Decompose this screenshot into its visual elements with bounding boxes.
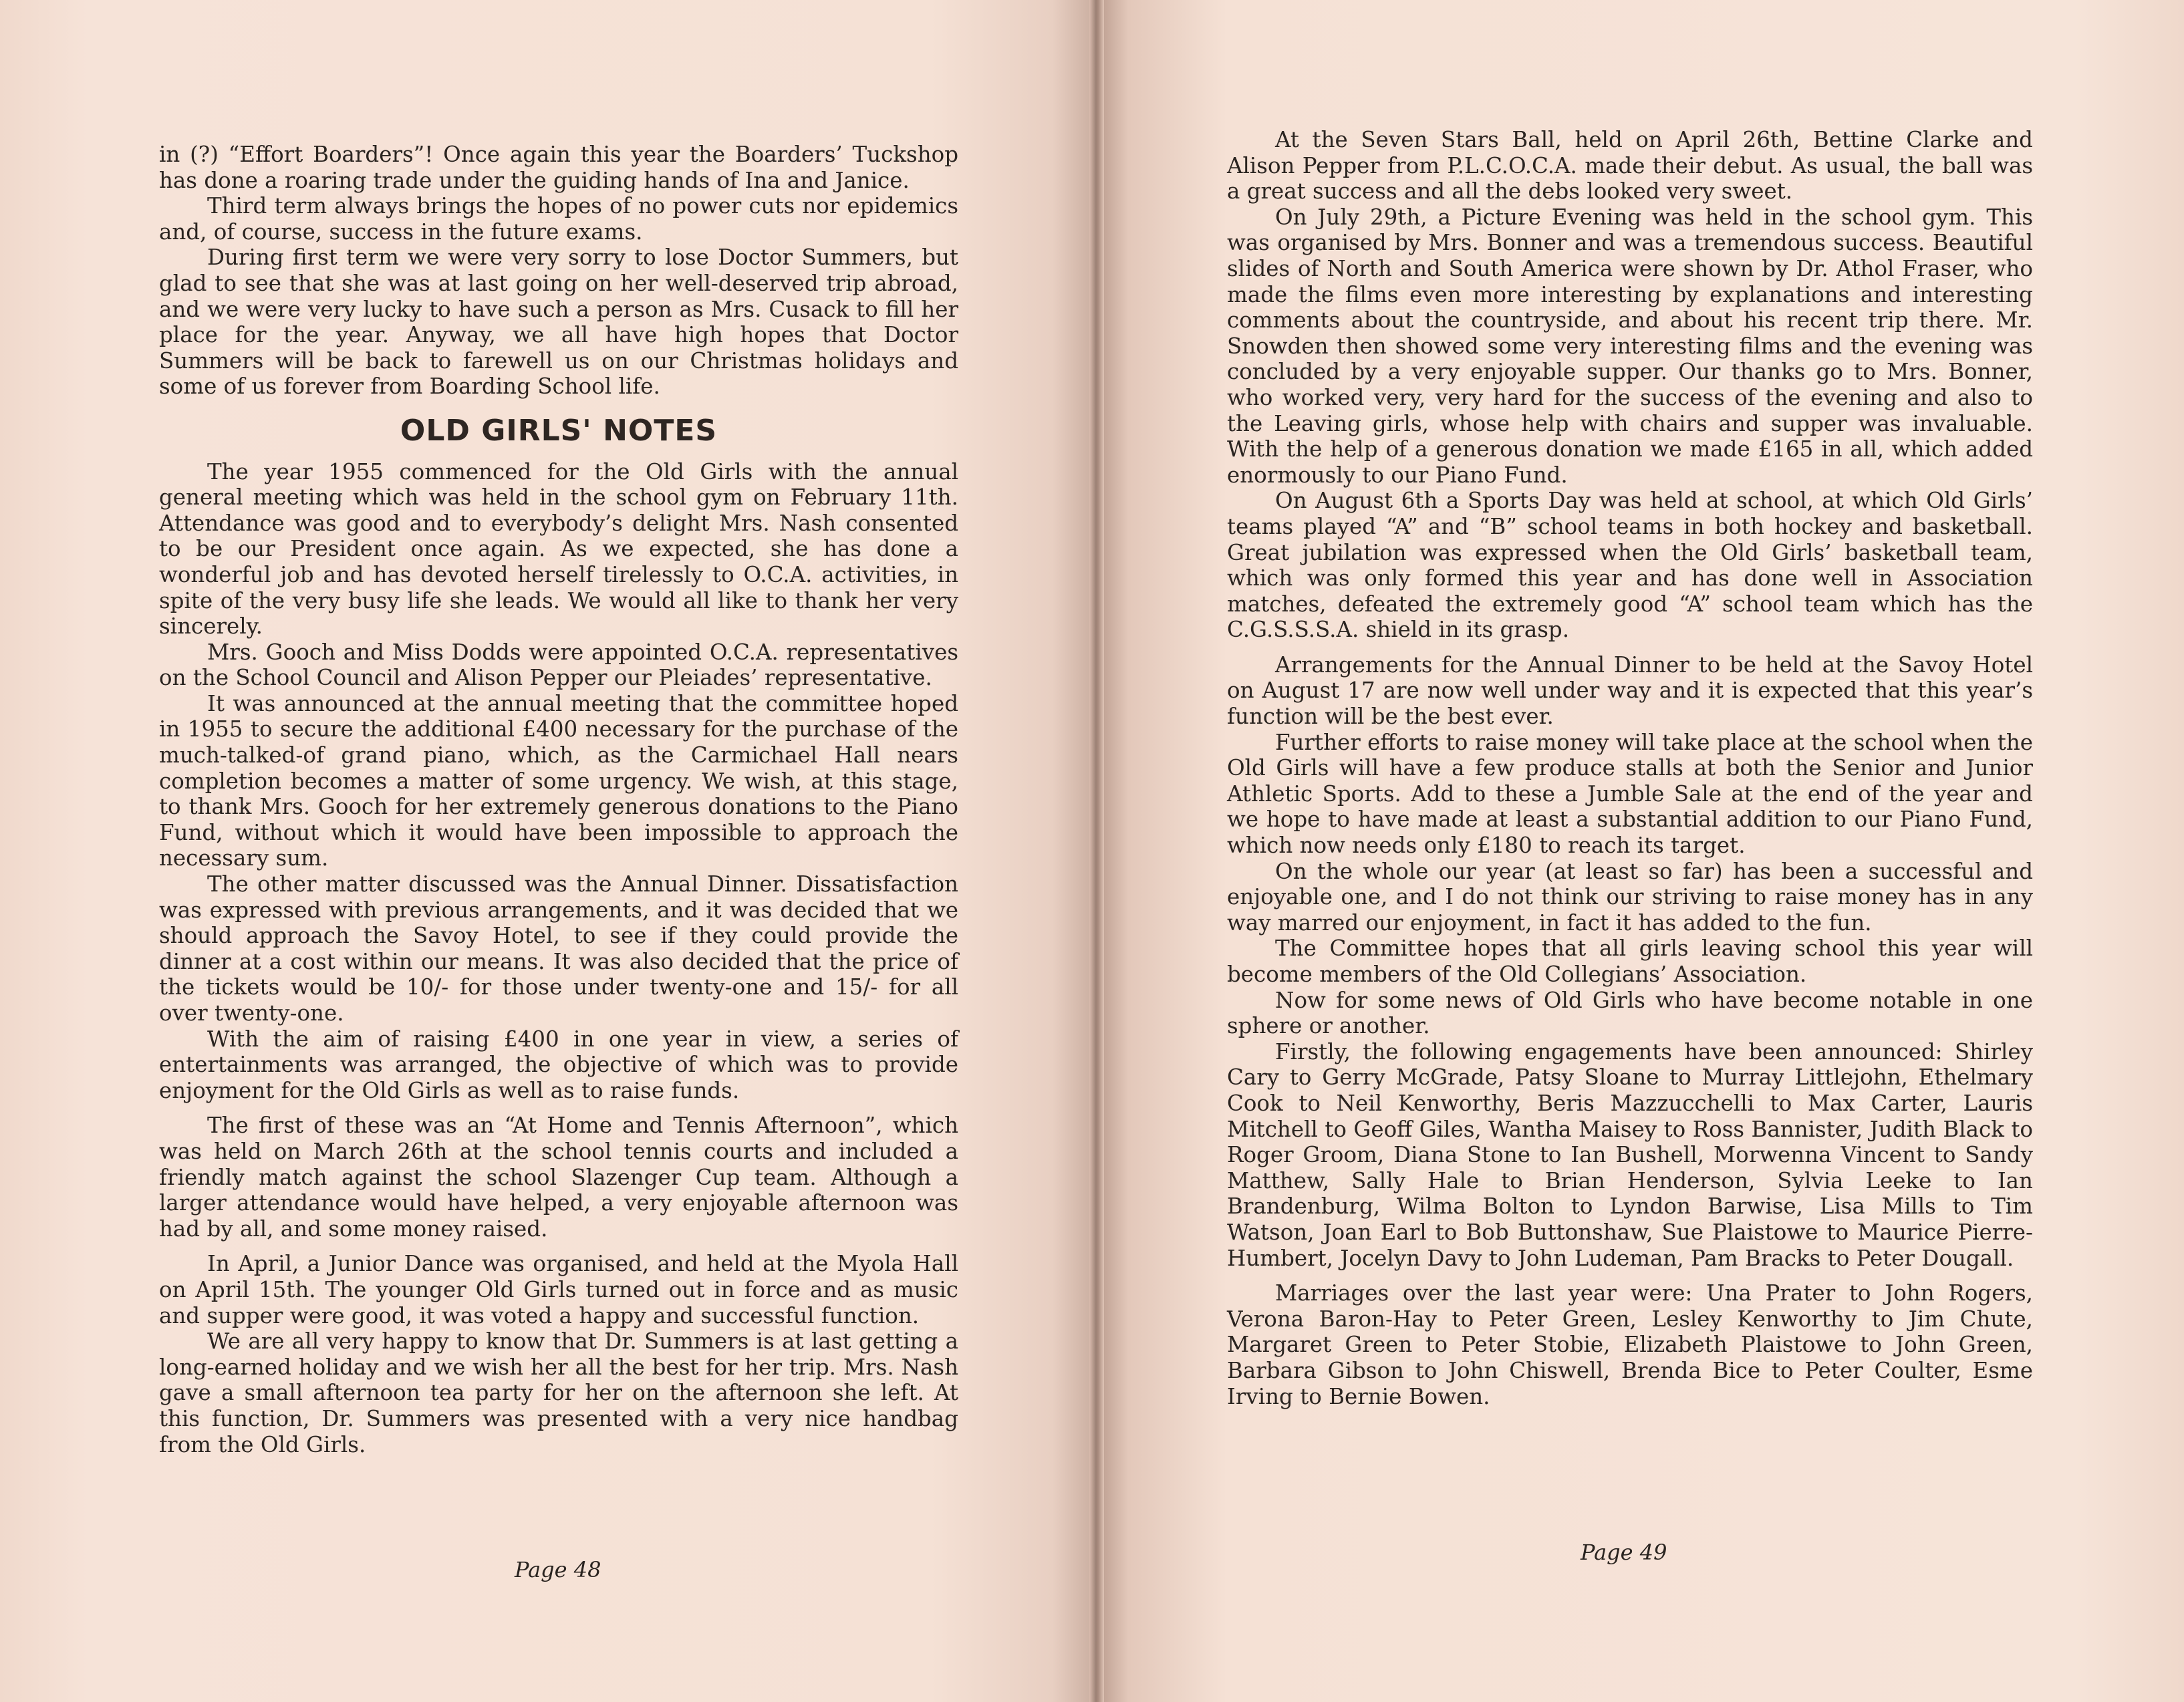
paragraph: In April, a Junior Dance was organised, and held at the Myola Hall on April 15th. The younger Old Girls turned out in force and as music and supper were good, it was voted a happy and successful function. [159,1251,958,1328]
paragraph: in (?) “Effort Boarders”! Once again this year the Boarders’ Tuckshop has done a roaring trade under the guiding hands of Ina and Janice. [159,142,958,193]
section-heading: OLD GIRLS' NOTES [400,413,718,448]
left-text-column [159,142,958,1457]
book-gutter [1089,0,1104,1702]
paragraph: Third term always brings the hopes of no power cuts nor epidemics and, of course, success in the future exams. [159,193,958,245]
paragraph: On August 6th a Sports Day was held at school, at which Old Girls’ teams played “A” and “B” school teams in both hockey and basketball. Great jubilation was expressed when the Old Girls’ basketball team, which was only formed this year and has done well in Association matches, defeated the extremely good “A” school team which has the C.G.S.S.S.A. shield in its grasp. [1227,488,2033,643]
paragraph: Firstly, the following engagements have been announced: Shirley Cary to Gerry McGrade, Patsy Sloane to Murray Littlejohn, Ethelmary Cook to Neil Kenworthy, Beris Mazzucchelli to Max Carter, Lauris Mitchell to Geoff Giles, Wantha Maisey to Ross Bannister, Judith Black to Roger Groom, Diana Stone to Ian Bushell, Morwenna Vincent to Sandy Matthew, Sally Hale to Brian Henderson, Sylvia Leeke to Ian Brandenburg, Wilma Bolton to Lyndon Barwise, Lisa Mills to Tim Watson, Joan Earl to Bob Buttonshaw, Sue Plaistowe to Maurice Pierre-Humbert, Jocelyn Davy to John Ludeman, Pam Bracks to Peter Dougall. [1227,1038,2033,1271]
paragraph: Further efforts to raise money will take place at the school when the Old Girls will have a few produce stalls at both the Senior and Junior Athletic Sports. Add to these a Jumble Sale at the end of the year and we hope to have made at least a substantial addition to our Piano Fund, which now needs only £180 to reach its target. [1227,729,2033,859]
paragraph: Now for some news of Old Girls who have become notable in one sphere or another. [1227,987,2033,1039]
paragraph: The Committee hopes that all girls leaving school this year will become members of the Old Collegians’ Association. [1227,936,2033,987]
right-page [1096,0,2184,1702]
paragraph: The year 1955 commenced for the Old Girls with the annual general meeting which was held in the school gym on February 11th. Attendance was good and to everybody’s delight Mrs. Nash consented to be our President once again. As we expected, she has done a wonderful job and has devoted herself tirelessly to O.C.A. activities, in spite of the very busy life she leads. We would all like to thank her very sincerely. [159,458,958,640]
paragraph: Arrangements for the Annual Dinner to be held at the Savoy Hotel on August 17 are now well under way and it is expected that this year’s function will be the best ever. [1227,652,2033,730]
paragraph: On July 29th, a Picture Evening was held in the school gym. This was organised by Mrs. Bonner and was a tremendous success. Beautiful slides of North and South America were shown by Dr. Athol Fraser, who made the films even more interesting by explanations and interesting comments about the countryside, and about his recent trip there. Mr. Snowden then showed some very interesting films and the evening was concluded by a very enjoyable supper. Our thanks go to Mrs. Bonner, who worked very, very hard for the success of the evening and also to the Leaving girls, whose help with chairs and supper was invaluable. With the help of a generous donation we made £165 in all, which added enormously to our Piano Fund. [1227,204,2033,488]
page-number: Page 48 [515,1557,601,1582]
paragraph: At the Seven Stars Ball, held on April 26th, Bettine Clarke and Alison Pepper from P.L.C.O.C.A. made their debut. As usual, the ball was a great success and all the debs looked very sweet. [1227,127,2033,204]
paragraph: Marriages over the last year were: Una Prater to John Rogers, Verona Baron-Hay to Peter Green, Lesley Kenworthy to Jim Chute, Margaret Green to Peter Stobie, Elizabeth Plaistowe to John Green, Barbara Gibson to John Chiswell, Brenda Bice to Peter Coulter, Esme Irving to Bernie Bowen. [1227,1280,2033,1409]
paragraph: Mrs. Gooch and Miss Dodds were appointed O.C.A. representatives on the School Council and Alison Pepper our Pleiades’ representative. [159,639,958,691]
paragraph: With the aim of raising £400 in one year in view, a series of entertainments was arranged, the objective of which was to provide enjoyment for the Old Girls as well as to raise funds. [159,1026,958,1103]
page-number: Page 49 [1581,1540,1667,1565]
paragraph: During first term we were very sorry to lose Doctor Summers, but glad to see that she was at last going on her well-deserved trip abroad, and we were very lucky to have such a person as Mrs. Cusack to fill her place for the year. Anyway, we all have high hopes that Doctor Summers will be back to farewell us on our Christmas holidays and some of us forever from Boarding School life. [159,245,958,400]
paragraph: The first of these was an “At Home and Tennis Afternoon”, which was held on March 26th at the school tennis courts and included a friendly match against the school Slazenger Cup team. Although a larger attendance would have helped, a very enjoyable afternoon was had by all, and some money raised. [159,1113,958,1242]
paragraph: It was announced at the annual meeting that the committee hoped in 1955 to secure the additional £400 necessary for the purchase of the much-talked-of grand piano, which, as the Carmichael Hall nears completion becomes a matter of some urgency. We wish, at this stage, to thank Mrs. Gooch for her extremely generous donations to the Piano Fund, without which it would have been impossible to approach the necessary sum. [159,690,958,871]
paragraph: We are all very happy to know that Dr. Summers is at last getting a long-earned holiday and we wish her all the best for her trip. Mrs. Nash gave a small afternoon tea party for her on the afternoon she left. At this function, Dr. Summers was presented with a very nice handbag from the Old Girls. [159,1328,958,1457]
paragraph: The other matter discussed was the Annual Dinner. Dissatisfaction was expressed with previous arrangements, and it was decided that we should approach the Savoy Hotel, to see if they could provide the dinner at a cost within our means. It was also decided that the price of the tickets would be 10/- for those under twenty-one and 15/- for all over twenty-one. [159,871,958,1026]
paragraph: On the whole our year (at least so far) has been a successful and enjoyable one, and I do not think our striving to raise money has in any way marred our enjoyment, in fact it has added to the fun. [1227,858,2033,936]
right-text-column [1227,127,2033,1409]
